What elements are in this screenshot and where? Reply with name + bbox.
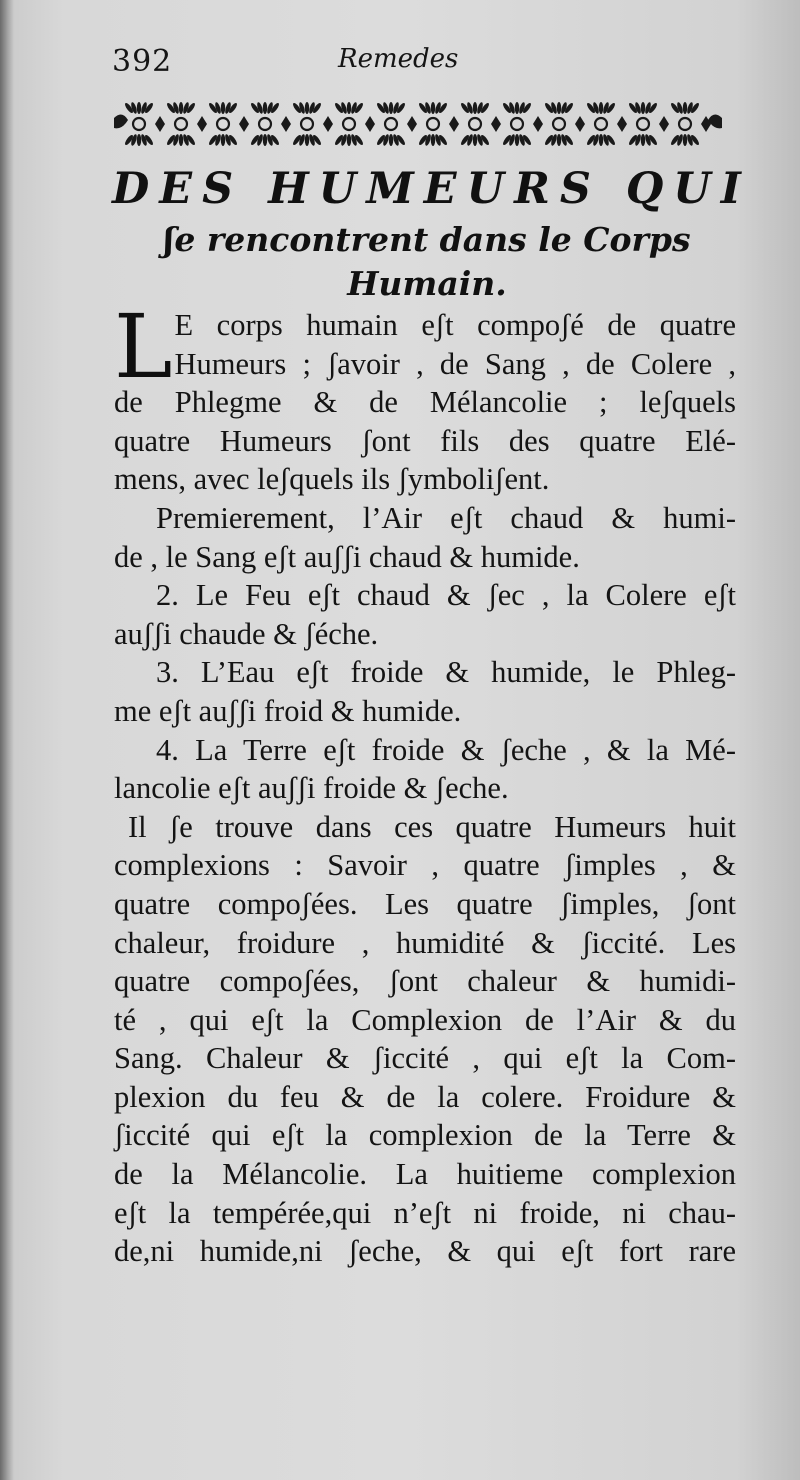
ornament-flower: [628, 102, 669, 147]
ornament-flower: [670, 102, 711, 147]
chapter-heading: [112, 162, 751, 306]
ornament-flower: [292, 102, 333, 147]
text-line: té , qui eʃt la Complexion de l’Air & du: [114, 1002, 736, 1037]
paragraph-4: [114, 653, 736, 730]
text-line: Sang. Chaleur & ʃiccité , qui eʃt la Com-: [114, 1041, 736, 1076]
text-line: mens, avec leʃquels ils ʃymboliʃent.: [114, 462, 550, 497]
running-head: [112, 40, 732, 90]
text-line: auʃʃi chaude & ʃéche.: [114, 616, 379, 651]
text-line: plexion du feu & de la colere. Froidure &: [114, 1079, 736, 1114]
ornament-flower: [418, 102, 459, 147]
paragraph-6: [114, 808, 736, 1271]
text-line: de Phlegme & de Mélancolie ; leʃquels: [114, 385, 736, 420]
paragraph-3: [114, 576, 736, 653]
page-number: 392: [112, 44, 173, 79]
text-line: Humeurs ; ʃavoir , de Sang , de Colere ,: [174, 346, 736, 381]
ornament-flower: [544, 102, 585, 147]
ornament-flower: [124, 102, 165, 147]
text-line: quatre Humeurs ʃont fils des quatre Elé-: [114, 423, 736, 458]
floral-border-ornament-icon: [112, 96, 724, 152]
ornament-flower: [208, 102, 249, 147]
text-line: 4. La Terre eʃt froide & ʃeche , & la Mé-: [156, 732, 736, 767]
ornament-flower: [250, 102, 291, 147]
text-line: 3. L’Eau eʃt froide & humide, le Phleg-: [156, 655, 736, 690]
text-line: lancolie eʃt auʃʃi froide & ʃeche.: [114, 771, 509, 806]
ornament-end-right: [708, 114, 722, 128]
drop-cap: L: [114, 295, 173, 398]
paragraph-2: [114, 499, 736, 576]
ornament-flower: [166, 102, 207, 147]
text-line: Premierement, l’Air eʃt chaud & humi-: [156, 500, 736, 535]
text-line: de,ni humide,ni ʃeche, & qui eʃt fort rare: [114, 1234, 736, 1269]
text-line: Il ʃe trouve dans ces quatre Humeurs huit: [128, 809, 736, 844]
heading-line-3: Humain.: [347, 264, 507, 303]
text-line: de la Mélancolie. La huitieme complexion: [114, 1157, 736, 1192]
heading-line-2: ʃe rencontrent dans le Corps: [163, 220, 691, 259]
text-line: ʃiccité qui eʃt la complexion de la Terre &: [114, 1118, 736, 1153]
text-line: E corps humain eʃt compoʃé de quatre: [174, 308, 736, 342]
text-line: quatre compoʃées, ʃont chaleur & humidi-: [114, 964, 736, 999]
text-line: chaleur, froidure , humidité & ʃiccité. Les: [114, 925, 736, 960]
text-line: me eʃt auʃʃi froid & humide.: [114, 693, 462, 728]
body-text: [114, 295, 736, 1271]
heading-line-1: DES HUMEURS QUI: [112, 164, 751, 214]
text-line: eʃt la tempérée,qui n’eʃt ni froide, ni chau-: [114, 1195, 736, 1230]
page-gutter-shadow: [0, 0, 14, 1480]
ornament-flower: [586, 102, 627, 147]
running-title: Remedes: [338, 44, 459, 74]
text-line: quatre compoʃées. Les quatre ʃimples, ʃont: [114, 886, 736, 921]
ornament-end-left: [114, 114, 128, 128]
text-line: complexions : Savoir , quatre ʃimples , &: [114, 848, 736, 883]
paragraph-5: [114, 731, 736, 808]
ornament-flower: [376, 102, 417, 147]
text-line: 2. Le Feu eʃt chaud & ʃec , la Colere eʃt: [156, 578, 736, 613]
paragraph-1: [114, 295, 736, 499]
ornament-flower: [334, 102, 375, 147]
ornament-flower: [502, 102, 543, 147]
text-line: de , le Sang eʃt auʃʃi chaud & humide.: [114, 539, 580, 574]
ornament-flower: [460, 102, 501, 147]
